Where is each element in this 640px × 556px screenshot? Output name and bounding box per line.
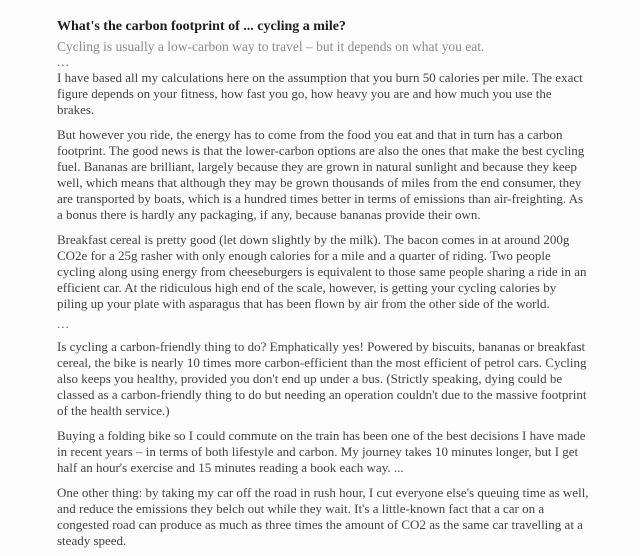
article-paragraph: Buying a folding bike so I could commute on the train has been one of the best decisions I have made in recent years – in terms of both lifestyle and carbon. My journey takes 10 minutes longer, but I get half an hour's exercise and 15 minutes reading a book each way. ... (57, 428, 586, 475)
article-title: What's the carbon footprint of ... cycling a mile? (57, 19, 346, 34)
article-paragraph: But however you ride, the energy has to come from the food you eat and that in turn has a carbon footprint. The good news is that the lower-carbon options are also the ones that make the best cycling fuel. Bananas are brilliant, largely because they are grown in natural sunlight and because they keep well, which means that although they may be grown thousands of miles from the end consumer, they are transported by boats, which is a hundred times better in terms of emissions than air-freighting. As a bonus there is hardly any packaging, if any, because bananas provide their own. (57, 127, 585, 222)
article-paragraph: One other thing: by taking my car off the road in rush hour, I cut everyone else's queuing time as well, and reduce the emissions they belch out while they wait. It's a little-known fact that a car on a congested road can produce as much as three times the amount of CO2 as the same car travelling at a steady speed. (57, 485, 589, 548)
ellipsis-separator: ... (57, 54, 70, 69)
ellipsis-separator: ... (57, 316, 70, 331)
article-standfirst: Cycling is usually a low-carbon way to travel – but it depends on what you eat. (57, 39, 485, 54)
article-paragraph: I have based all my calculations here on the assumption that you burn 50 calories per mile. The exact figure depends on your fitness, how fast you go, how heavy you are and how much you use the brakes. (57, 70, 583, 117)
article-paragraph: Breakfast cereal is pretty good (let down slightly by the milk). The bacon comes in at around 200g CO2e for a 25g rasher with only enough calories for a mile and a quarter of riding. Two people cycling along using energy from cheeseburgers is equivalent to those same people sharing a ride in an efficient car. At the ridiculous high end of the scale, however, is getting your cycling calories by piling up your plate with asparagus that has been flown by air from the other side of the world. (57, 232, 587, 311)
article-paragraph: Is cycling a carbon-friendly thing to do? Emphatically yes! Powered by biscuits, bananas or breakfast cereal, the bike is nearly 10 times more carbon-efficient than the most efficient of petrol cars. Cycling also keeps you healthy, provided you don't end up under a bus. (Strictly speaking, dying could be classed as a carbon-friendly thing to do but needing an operation couldn't due to the massive footprint of the health service.) (57, 339, 587, 418)
